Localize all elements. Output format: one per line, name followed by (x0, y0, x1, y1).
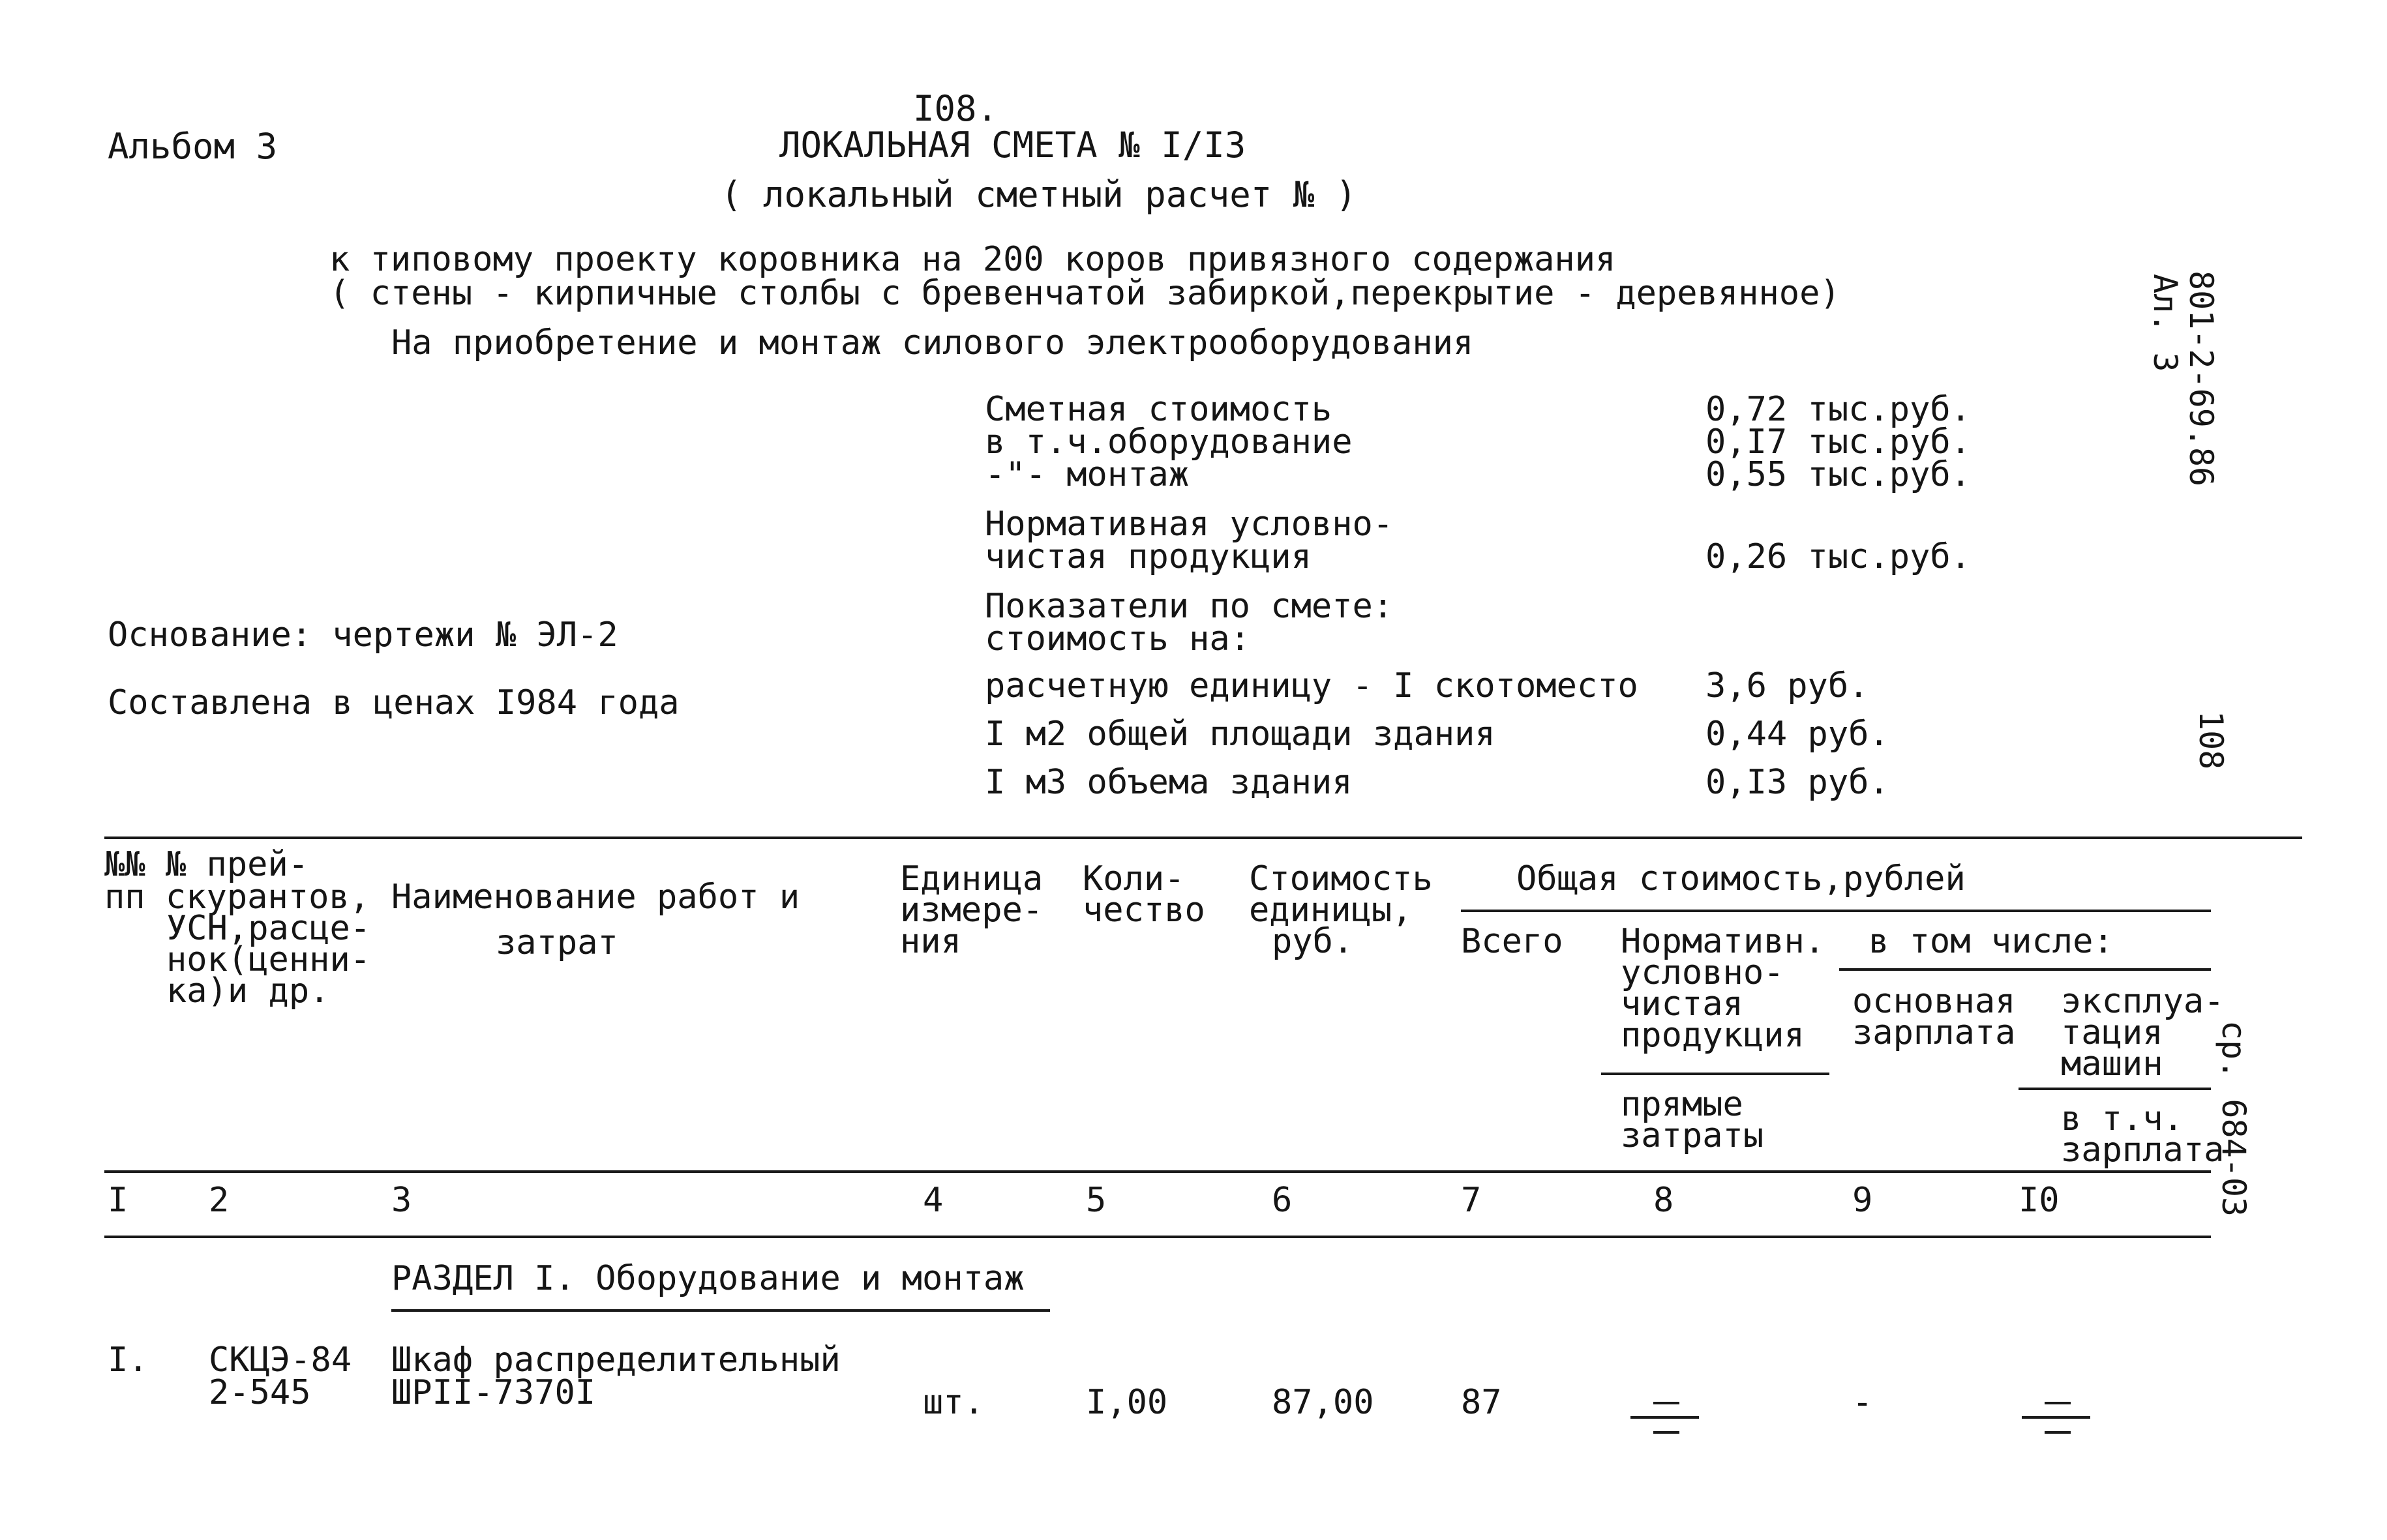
indicator-label-1: I м2 общей площади здания (985, 715, 1495, 754)
row-quantity: I,00 (1086, 1383, 1168, 1422)
hdr-total: Общая стоимость,рублей (1516, 859, 1966, 898)
hdr-col8-rule (1601, 1073, 1829, 1075)
estimate-title: ЛОКАЛЬНАЯ СМЕТА № I/I3 (779, 125, 1246, 166)
cost-value-0: 0,72 тыс.руб. (1705, 390, 1971, 429)
side-code2-label: ср. 684-03 (2215, 1020, 2253, 1217)
basis-label: Основание: чертежи № ЭЛ-2 (108, 615, 618, 655)
hdr-col3-l2: затрат (496, 923, 618, 962)
project-line-1: к типовому проекту коровника на 200 коров привязного содержания (329, 240, 1616, 279)
side-album-label: Ал. 3 (2146, 274, 2184, 372)
cost-value-2: 0,55 тыс.руб. (1705, 455, 1971, 494)
side-code-label: 801-2-69.86 (2182, 271, 2220, 487)
cost-label-0: Сметная стоимость (985, 390, 1332, 429)
cost-label-1: в т.ч.оборудование (985, 422, 1353, 462)
album-label: Альбом 3 (108, 126, 278, 167)
column-numbers-rule (104, 1236, 2211, 1238)
row-name-line-1: Шкаф распределительный (391, 1340, 841, 1380)
col-num-5: 5 (1086, 1181, 1107, 1220)
row-number: I. (108, 1340, 149, 1380)
col-num-7: 7 (1461, 1181, 1482, 1220)
hdr-col10-l2: тация (2061, 1013, 2163, 1052)
hdr-col6-l1: Стоимость (1249, 859, 1433, 898)
hdr-col2-l5: ка)и др. (166, 971, 330, 1011)
hdr-col4-l1: Единица (900, 859, 1043, 898)
hdr-col8-l1: Нормативн. (1621, 922, 1825, 961)
hdr-col2-l4: нок(ценни- (166, 940, 371, 979)
hdr-col10-l1: эксплуа- (2061, 982, 2225, 1021)
normative-label-1: Нормативная условно- (985, 505, 1394, 544)
col-num-1: I (108, 1181, 128, 1220)
hdr-col10-l4: в т.ч. (2061, 1099, 2184, 1138)
hdr-col3-l1: Наименование работ и (391, 878, 800, 917)
hdr-col5-l2: чество (1083, 891, 1205, 930)
prices-label: Составлена в ценах I984 года (108, 683, 680, 722)
hdr-col7: Всего (1461, 922, 1563, 961)
indicators-label-2: стоимость на: (985, 619, 1250, 659)
hdr-col10-rule (2019, 1088, 2211, 1090)
indicator-value-1: 0,44 руб. (1705, 715, 1889, 754)
row-name-line-2: ШРII-7370I (391, 1373, 596, 1412)
cost-value-1: 0,I7 тыс.руб. (1705, 422, 1971, 462)
col-num-9: 9 (1852, 1181, 1873, 1220)
row-col9: - (1852, 1383, 1873, 1422)
col-num-6: 6 (1272, 1181, 1293, 1220)
hdr-col8-l3: чистая (1621, 985, 1743, 1024)
hdr-col8-l5: прямые (1621, 1085, 1743, 1124)
col-num-3: 3 (391, 1181, 412, 1220)
row-total: 87 (1461, 1383, 1502, 1422)
cost-label-2: -"- монтаж (985, 455, 1190, 494)
col-num-8: 8 (1653, 1181, 1674, 1220)
side-page-label: 108 (2192, 711, 2230, 770)
estimate-subtitle: ( локальный сметный расчет № ) (721, 174, 1357, 215)
page-number: I08. (913, 88, 998, 129)
hdr-col10-l3: машин (2061, 1044, 2163, 1084)
hdr-col5-l1: Коли- (1083, 859, 1185, 898)
normative-label-2: чистая продукция (985, 537, 1312, 576)
hdr-col1-2-l1: №№ № прей- (104, 845, 309, 884)
hdr-col4-l2: измере- (900, 891, 1043, 930)
row-price-code: СКЦЭ-84 (209, 1340, 352, 1380)
indicator-value-2: 0,I3 руб. (1705, 763, 1889, 802)
hdr-col8-l6: затраты (1621, 1116, 1764, 1155)
row-unit: шт. (923, 1383, 984, 1422)
hdr-col9-l2: зарплата (1852, 1013, 2016, 1052)
section-title-underline (391, 1309, 1050, 1312)
indicator-label-0: расчетную единицу - I скотоместо (985, 666, 1638, 705)
hdr-col9-l1: основная (1852, 982, 2016, 1021)
row-unit-cost: 87,00 (1272, 1383, 1374, 1422)
hdr-incl: в том числе: (1869, 922, 2114, 961)
hdr-total-rule (1461, 910, 2211, 912)
hdr-col6-l2: единицы, (1249, 891, 1413, 930)
hdr-col4-l3: ния (900, 922, 961, 961)
table-top-rule (104, 837, 2302, 839)
hdr-col2-l3: УСН,расце- (166, 909, 371, 948)
hdr-incl-rule (1839, 968, 2211, 971)
header-bottom-rule (104, 1170, 2211, 1173)
hdr-col10-l5: зарплата (2061, 1131, 2225, 1170)
col-num-2: 2 (209, 1181, 230, 1220)
col-num-4: 4 (923, 1181, 944, 1220)
row-price-item: 2-545 (209, 1373, 311, 1412)
indicator-label-2: I м3 объема здания (985, 763, 1353, 802)
hdr-col1-2-l2: пп скурантов, (104, 878, 370, 917)
hdr-col6-l3: руб. (1272, 922, 1354, 961)
section-title: РАЗДЕЛ I. Оборудование и монтаж (391, 1259, 1025, 1298)
indicator-value-0: 3,6 руб. (1705, 666, 1869, 705)
project-line-3: На приобретение и монтаж силового электрооборудования (391, 323, 1474, 363)
col-num-10: I0 (2019, 1181, 2060, 1220)
normative-value: 0,26 тыс.руб. (1705, 537, 1971, 576)
project-line-2: ( стены - кирпичные столбы с бревенчатой забиркой,перекрытие - деревянное) (329, 274, 1840, 313)
indicators-label-1: Показатели по смете: (985, 587, 1394, 626)
hdr-col8-l2: условно- (1621, 953, 1784, 992)
hdr-col8-l4: продукция (1621, 1016, 1805, 1055)
